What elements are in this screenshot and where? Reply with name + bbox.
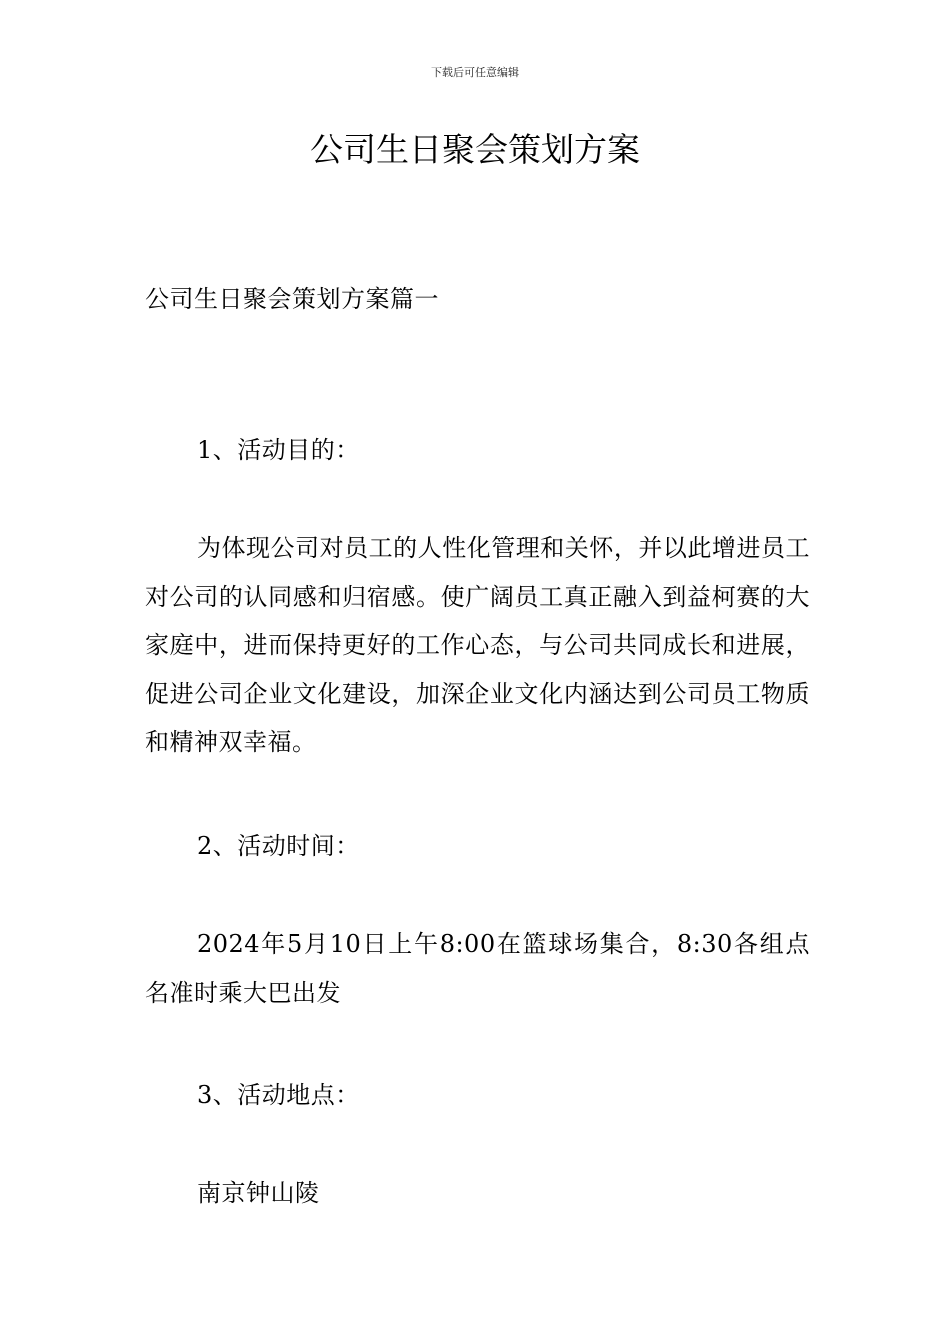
header-note: 下载后可任意编辑 xyxy=(431,66,519,79)
paragraph-purpose: 为体现公司对员工的人性化管理和关怀，并以此增进员工对公司的认同感和归宿感。使广阔员工真正融入到益柯赛的大家庭中，进而保持更好的工作心态，与公司共同成长和进展，促进公司企业文化建设，加深企业文化内涵达到公司员工物质和精神双幸福。 xyxy=(145,534,810,756)
heading-purpose: 1、活动目的： xyxy=(197,436,360,464)
heading-location: 3、活动地点： xyxy=(197,1081,360,1109)
paragraph-location: 南京钟山陵 xyxy=(197,1179,320,1207)
document-title: 公司生日聚会策划方案 xyxy=(310,130,640,169)
paragraph-time: 2024年5月10日上午8:00在篮球场集合，8:30各组点名准时乘大巴出发 xyxy=(145,930,810,1007)
heading-time: 2、活动时间： xyxy=(197,832,360,860)
section-title: 公司生日聚会策划方案篇一 xyxy=(145,285,439,313)
